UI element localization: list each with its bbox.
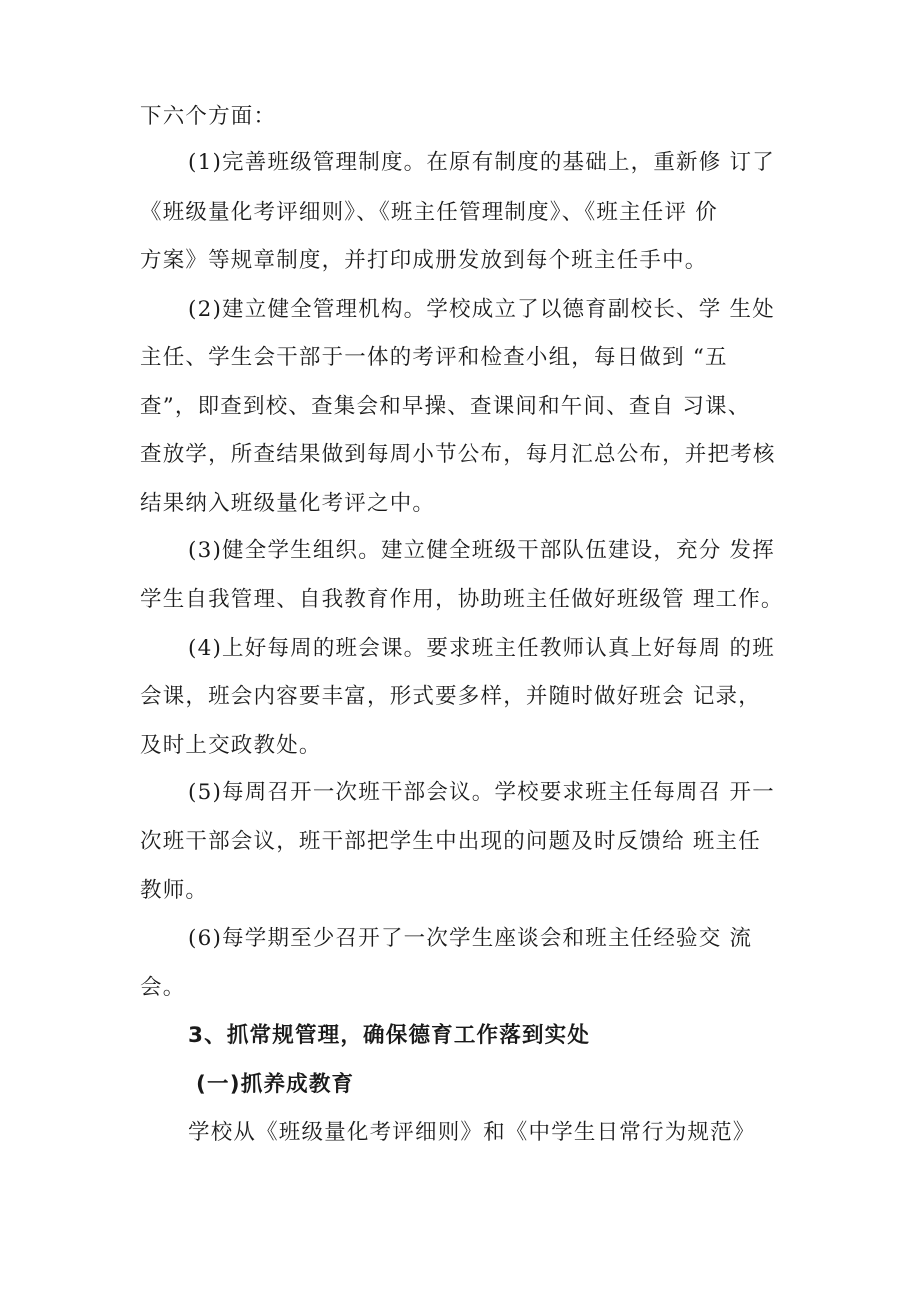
paragraph-2-line: (2)建立健全管理机构。学校成立了以德育副校长、学 生处 — [188, 297, 775, 322]
subsection-heading: (一)抓养成教育 — [196, 1072, 355, 1097]
text-line: 学生自我管理、自我教育作用，协助班主任做好班级管 理工作。 — [140, 587, 784, 612]
text-line: 教师。 — [140, 878, 209, 903]
paragraph-1-line: (1)完善班级管理制度。在原有制度的基础上，重新修 订了 — [188, 150, 775, 175]
paragraph-7-line: 学校从《班级量化考评细则》和《中学生日常行为规范》 — [188, 1120, 756, 1145]
text-line: 下六个方面： — [140, 104, 277, 129]
paragraph-6-line: (6)每学期至少召开了一次学生座谈会和班主任经验交 流 — [188, 926, 753, 951]
text-line: 次班干部会议，班干部把学生中出现的问题及时反馈给 班主任 — [140, 829, 761, 854]
text-line: 《班级量化考评细则》、《班主任管理制度》、《班主任评 价 — [140, 200, 718, 225]
text-line: 结果纳入班级量化考评之中。 — [140, 491, 436, 516]
text-line: 查放学，所查结果做到每周小节公布，每月汇总公布，并把考核 — [140, 442, 776, 467]
paragraph-5-line: (5)每周召开一次班干部会议。学校要求班主任每周召 开一 — [188, 780, 775, 805]
text-line: 会课，班会内容要丰富，形式要多样，并随时做好班会 记录， — [140, 684, 761, 709]
text-line: 及时上交政教处。 — [140, 733, 322, 758]
text-line: 查”，即查到校、查集会和早操、查课间和午间、查自 习课、 — [140, 394, 751, 419]
section-heading: 3、抓常规管理，确保德育工作落到实处 — [188, 1023, 591, 1048]
paragraph-4-line: (4)上好每周的班会课。要求班主任教师认真上好每周 的班 — [188, 636, 775, 661]
text-line: 会。 — [140, 975, 186, 1000]
text-line: 方案》等规章制度，并打印成册发放到每个班主任手中。 — [140, 248, 708, 273]
paragraph-3-line: (3)健全学生组织。建立健全班级干部队伍建设，充分 发挥 — [188, 538, 775, 563]
text-line: 主任、学生会干部于一体的考评和检查小组，每日做到 “五 — [140, 345, 728, 370]
